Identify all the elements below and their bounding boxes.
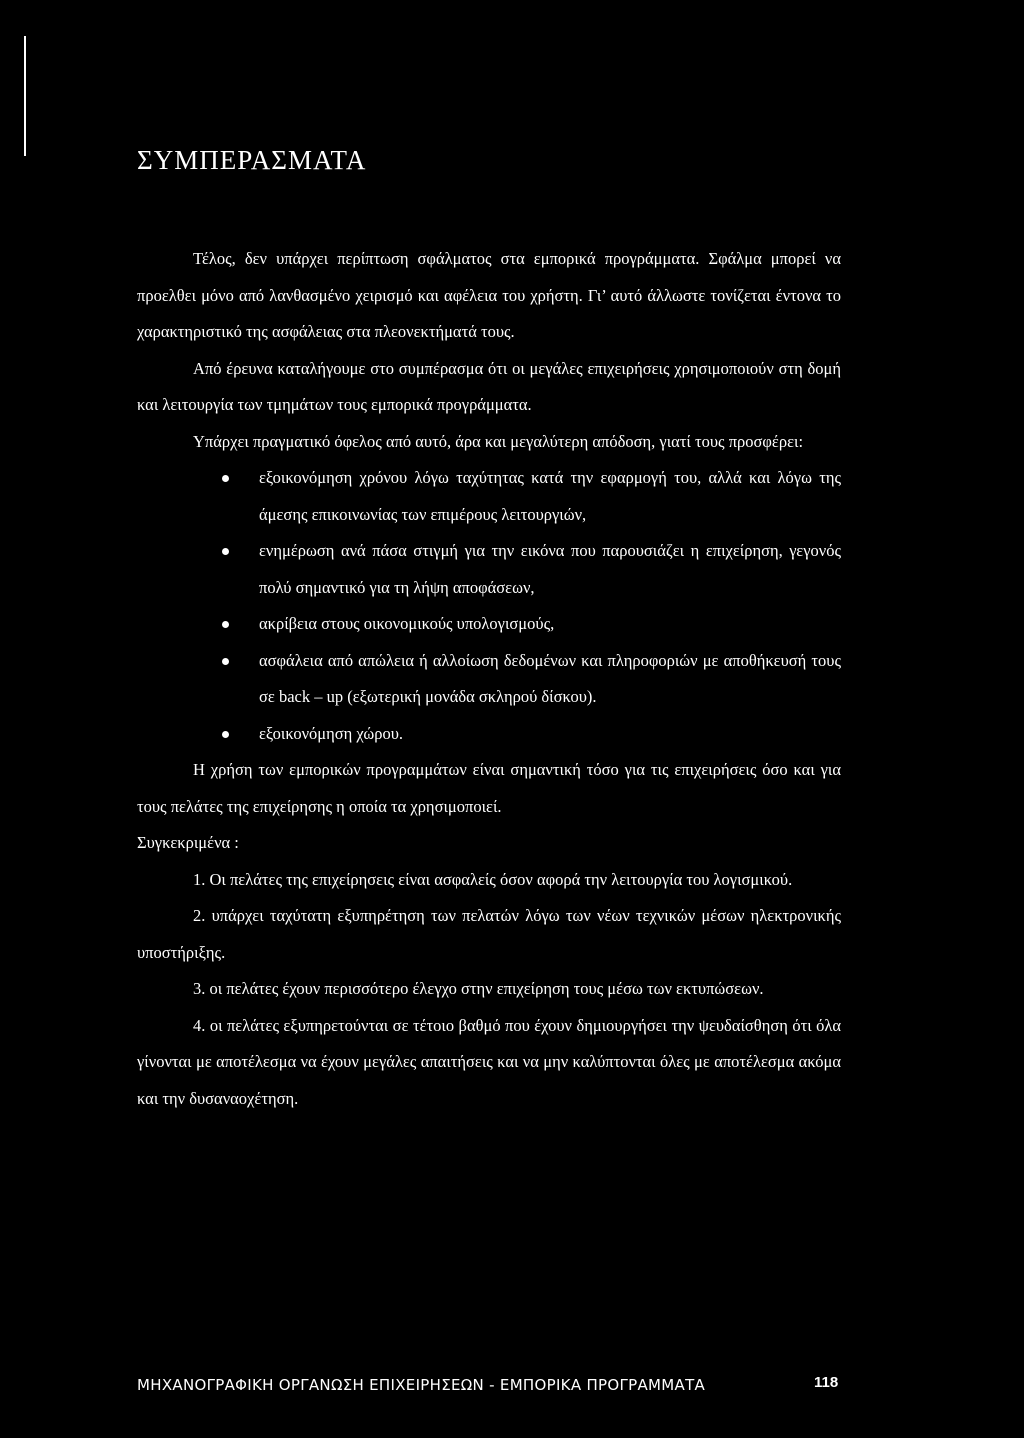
specifically-label: Συγκεκριμένα :: [137, 833, 239, 852]
numbered-item: 3. οι πελάτες έχουν περισσότερο έλεγχο στην επιχείρηση τους μέσω των εκτυπώσεων.: [193, 979, 764, 998]
list-item: ενημέρωση ανά πάσα στιγμή για την εικόνα που παρουσιάζει η επιχείρηση, γεγονός πολύ σημαντικό για τη λήψη αποφάσεων,: [259, 533, 841, 606]
list-item: εξοικονόμηση χρόνου λόγω ταχύτητας κατά την εφαρμογή του, αλλά και λόγω της άμεσης επικοινωνίας των επιμέρους λειτουργιών,: [259, 460, 841, 533]
benefits-list: [137, 460, 841, 752]
numbered-item: 1. Οι πελάτες της επιχείρησεις είναι ασφαλείς όσον αφορά την λειτουργία του λογισμικού.: [193, 869, 793, 889]
numbered-item: 2. υπάρχει ταχύτατη εξυπηρέτηση των πελατών λόγω των νέων τεχνικών μέσων ηλεκτρονικής υποστήριξης.: [137, 906, 841, 962]
margin-rule: [24, 36, 26, 156]
page-footer: ΜΗΧΑΝΟΓΡΑΦΙΚΗ ΟΡΓΑΝΩΣΗ ΕΠΙΧΕΙΡΗΣΕΩΝ - ΕΜΠΟΡΙΚΑ ΠΡΟΓΡΑΜΜΑΤΑ: [137, 1376, 706, 1394]
body-text: [137, 241, 841, 1117]
numbered-item: 4. οι πελάτες εξυπηρετούνται σε τέτοιο βαθμό που έχουν δημιουργήσει την ψευδαίσθηση ότι όλα γίνονται με αποτέλεσμα να έχουν μεγάλες απαιτήσεις και να μην καλύπτονται όλες με αποτέλεσμα ακόμα και την δυσαναοχέτηση.: [137, 1015, 841, 1108]
paragraph-usage: Η χρήση των εμπορικών προγραμμάτων είναι σημαντική τόσο για τις επιχειρήσεις όσο και για τους πελάτες της επιχείρησης η οποία τα χρησιμοποιεί.: [137, 760, 841, 816]
paragraph-errors: Τέλος, δεν υπάρχει περίπτωση σφάλματος στα εμπορικά προγράμματα. Σφάλμα μπορεί να προελθει μόνο από λανθασμένο χειρισμό και αφέλεια του χρήστη. Γι’ αυτό άλλωστε τονίζεται έντονα το χαρακτηριστικό της ασφάλειας στα πλεονεκτήματά τους.: [137, 249, 841, 341]
list-item: ακρίβεια στους οικονομικούς υπολογισμούς,: [259, 606, 841, 643]
paragraph-benefit: Υπάρχει πραγματικό όφελος από αυτό, άρα και μεγαλύτερη απόδοση, γιατί τους προσφέρει:: [193, 431, 804, 451]
page-title: ΣΥΜΠΕΡΑΣΜΑΤΑ: [137, 145, 367, 175]
list-item: ασφάλεια από απώλεια ή αλλοίωση δεδομένων και πληροφοριών με αποθήκευσή τους σε back – up (εξωτερική μονάδα σκληρού δίσκου).: [259, 643, 841, 716]
paragraph-research: Από έρευνα καταλήγουμε στο συμπέρασμα ότι οι μεγάλες επιχειρήσεις χρησιμοποιούν στη δομή και λειτουργία των τμημάτων τους εμπορικά προγράμματα.: [137, 358, 841, 414]
page-number: 118: [814, 1374, 839, 1391]
list-item: εξοικονόμηση χώρου.: [259, 716, 841, 753]
